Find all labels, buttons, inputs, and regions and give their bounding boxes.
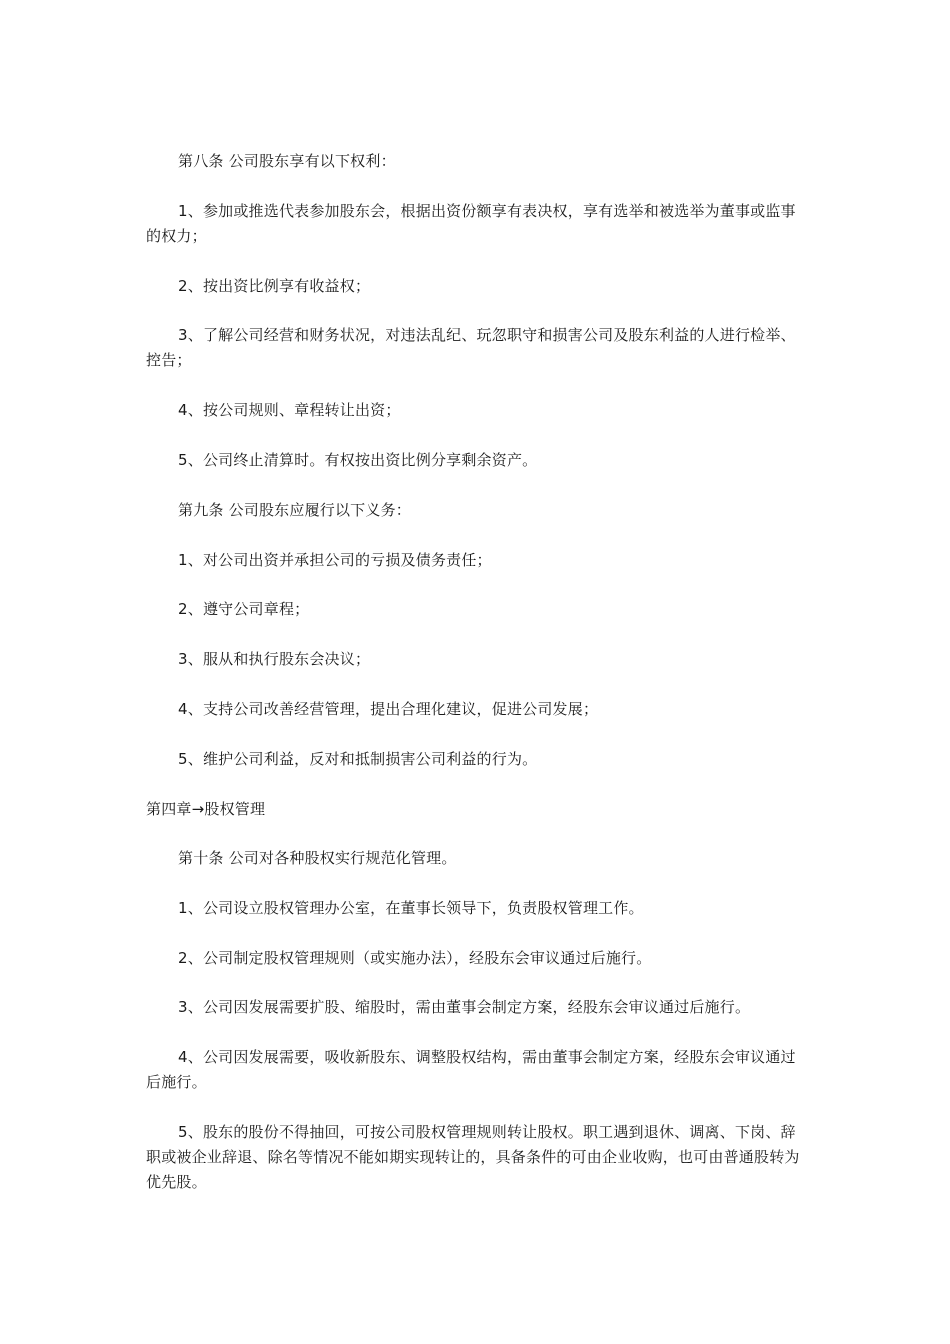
article-9-item-4: 4、支持公司改善经营管理，提出合理化建议，促进公司发展； (178, 700, 599, 718)
article-10-item-5: 5、股东的股份不得抽回，可按公司股权管理规则转让股权。职工遇到退休、调离、下岗、辞职或被企业辞退、除名等情况不能如期实现转让的，具备条件的可由企业收购，也可由普通股转为优先股。 (146, 1123, 800, 1191)
article-9-heading: 第九条 公司股东应履行以下义务： (178, 501, 411, 519)
article-9-item-5: 5、维护公司利益，反对和抵制损害公司利益的行为。 (178, 750, 538, 768)
article-8-item-5: 5、公司终止清算时。有权按出资比例分享剩余资产。 (178, 451, 538, 469)
article-10-heading: 第十条 公司对各种股权实行规范化管理。 (178, 849, 457, 867)
article-10-item-2: 2、公司制定股权管理规则（或实施办法），经股东会审议通过后施行。 (178, 949, 652, 967)
article-8-item-4: 4、按公司规则、章程转让出资； (178, 401, 401, 419)
article-8-item-2: 2、按出资比例享有收益权； (178, 277, 371, 295)
article-8-heading: 第八条 公司股东享有以下权利： (178, 152, 396, 170)
article-8-item-3: 3、了解公司经营和财务状况，对违法乱纪、玩忽职守和损害公司及股东利益的人进行检举、控告； (146, 326, 796, 369)
chapter-4-heading: 第四章→股权管理 (146, 800, 266, 818)
article-9-item-2: 2、遵守公司章程； (178, 600, 310, 618)
article-10-item-3: 3、公司因发展需要扩股、缩股时，需由董事会制定方案，经股东会审议通过后施行。 (178, 998, 751, 1016)
article-9-item-1: 1、对公司出资并承担公司的亏损及债务责任； (178, 551, 492, 569)
article-8-item-1: 1、参加或推选代表参加股东会，根据出资份额享有表决权，享有选举和被选举为董事或监事的权力； (146, 202, 796, 245)
article-10-item-1: 1、公司设立股权管理办公室，在董事长领导下，负责股权管理工作。 (178, 899, 644, 917)
article-9-item-3: 3、服从和执行股东会决议； (178, 650, 371, 668)
article-10-item-4: 4、公司因发展需要，吸收新股东、调整股权结构，需由董事会制定方案，经股东会审议通过后施行。 (146, 1048, 796, 1091)
